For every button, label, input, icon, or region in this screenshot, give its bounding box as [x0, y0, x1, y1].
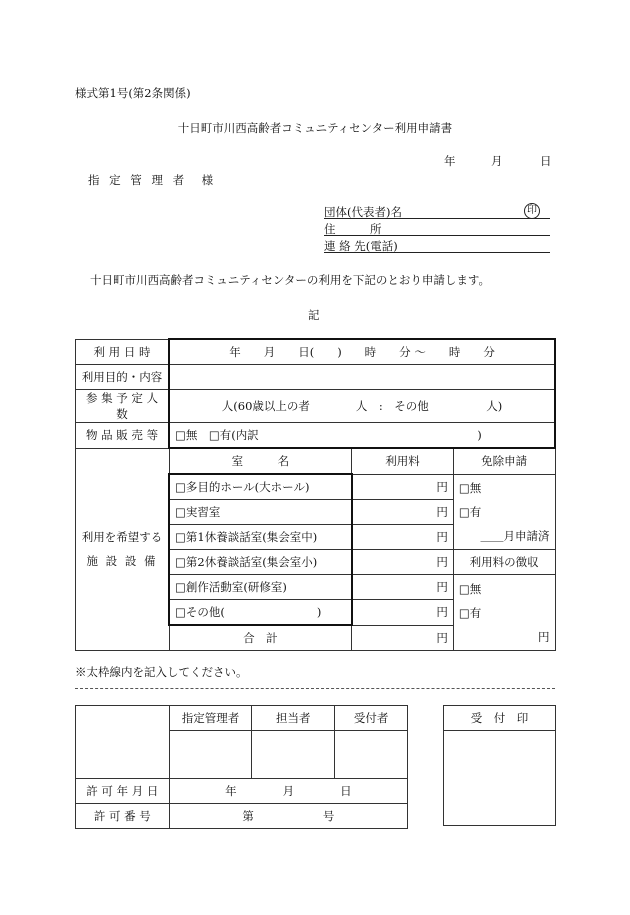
exempt-yes-checkbox[interactable]: □有: [458, 504, 482, 519]
datetime-label: 利 用 日 時: [76, 339, 170, 365]
attendees-field[interactable]: 人(60歳以上の者 人 : その他 人): [169, 390, 555, 423]
date-day: 日: [540, 154, 552, 168]
date-year: 年: [444, 154, 456, 168]
col-staff: 担当者: [252, 706, 335, 731]
room-option[interactable]: □創作活動室(研修室): [169, 575, 352, 600]
col-exempt-header: 免除申請: [453, 448, 555, 474]
cut-line: [75, 688, 555, 689]
facilities-label-line1: 利用を希望する: [81, 530, 163, 545]
facilities-group-label: [76, 448, 170, 651]
applicant-address-line: [324, 221, 550, 236]
applicant-group-label: 団体(代表者)名: [324, 205, 402, 219]
room-fee: 円: [352, 525, 454, 550]
collect-none-checkbox[interactable]: □無: [458, 581, 482, 596]
permit-no-label: 許 可 番 号: [76, 804, 170, 829]
fee-collect-label: 利用料の徴収: [453, 550, 555, 575]
stamp-box: [444, 731, 556, 826]
datetime-field[interactable]: 年 月 日( ) 時 分 〜 時 分: [169, 339, 555, 365]
permit-no-value: 第 号: [169, 804, 407, 829]
room-option[interactable]: □第1休養談話室(集会室中): [169, 525, 352, 550]
receiver-stamp-box: [335, 731, 408, 779]
sales-field[interactable]: □無 □有(内訳 ): [169, 423, 555, 449]
fee-collect-cell: [453, 575, 555, 651]
applicant-group-line: [324, 204, 550, 219]
seal-mark: 印: [524, 203, 540, 219]
collect-yen: 円: [538, 629, 550, 644]
note-text: ※太枠線内を記入してください。: [75, 665, 248, 679]
office-table: [75, 705, 408, 829]
stamp-header: 受 付 印: [444, 706, 556, 731]
exempt-month-text: ＿＿月申請済: [480, 528, 550, 543]
room-fee: 円: [352, 550, 454, 575]
exempt-none-checkbox[interactable]: □無: [458, 480, 482, 495]
col-fee-header: 利用料: [352, 448, 454, 474]
applicant-contact-line: [324, 238, 550, 253]
date-month: 月: [491, 154, 503, 168]
room-option[interactable]: □多目的ホール(大ホール): [169, 474, 352, 500]
total-fee: 円: [352, 625, 454, 651]
room-option-other[interactable]: □その他( ): [169, 600, 352, 626]
col-manager: 指定管理者: [169, 706, 252, 731]
room-fee: 円: [352, 600, 454, 626]
recipient: 指 定 管 理 者 様: [88, 173, 217, 187]
room-fee: 円: [352, 474, 454, 500]
total-label: 合 計: [169, 625, 352, 651]
purpose-field[interactable]: [169, 365, 555, 390]
ki-label: 記: [308, 308, 320, 322]
facilities-label-line2: 施 設 設 備: [86, 554, 158, 569]
manager-stamp-box: [169, 731, 252, 779]
collect-yes-checkbox[interactable]: □有: [458, 605, 482, 620]
permit-date-label: 許 可 年 月 日: [76, 779, 170, 804]
form-number: 様式第1号(第2条関係): [75, 86, 191, 100]
applicant-address-label: 住 所: [324, 222, 382, 236]
intro-text: 十日町市川西高齢者コミュニティセンターの利用を下記のとおり申請します。: [90, 273, 490, 287]
room-option[interactable]: □実習室: [169, 500, 352, 525]
purpose-label: 利用目的・内容: [76, 365, 170, 390]
applicant-contact-label: 連 絡 先(電話): [324, 239, 398, 253]
form-title: 十日町市川西高齢者コミュニティセンター利用申請書: [177, 121, 453, 135]
col-room-header: 室 名: [169, 448, 352, 474]
room-fee: 円: [352, 500, 454, 525]
sales-label: 物 品 販 売 等: [76, 423, 170, 449]
attendees-label: 参 集 予 定 人 数: [76, 390, 170, 423]
application-table: [75, 338, 556, 651]
room-option[interactable]: □第2休養談話室(集会室小): [169, 550, 352, 575]
staff-stamp-box: [252, 731, 335, 779]
office-blank-cell: [76, 706, 170, 779]
permit-date-value: 年 月 日: [169, 779, 407, 804]
reception-stamp-table: [443, 705, 556, 826]
room-fee: 円: [352, 575, 454, 600]
exempt-cell: [453, 474, 555, 550]
col-receiver: 受付者: [335, 706, 408, 731]
